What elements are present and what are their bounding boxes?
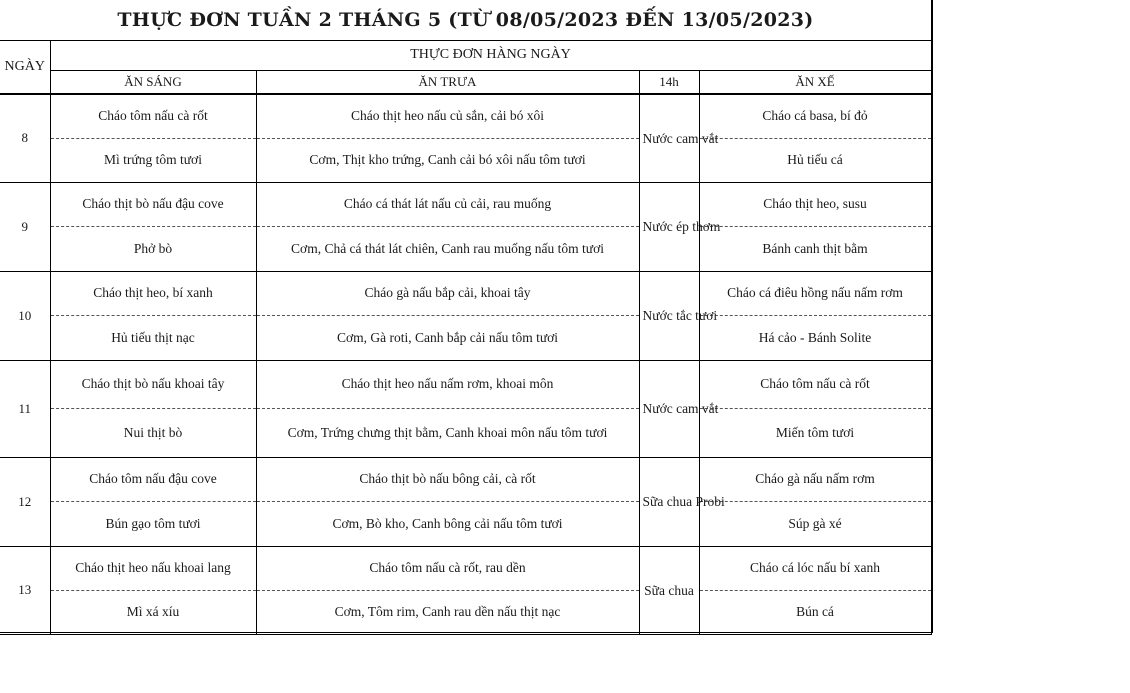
table-row <box>0 138 931 182</box>
header-day: NGÀY <box>0 40 50 94</box>
table-row <box>0 94 931 138</box>
lunch-cell: Cháo thịt bò nấu bông cải, cà rốt <box>256 457 639 501</box>
snack-cell: Nước cam vắt <box>639 94 699 182</box>
afternoon-cell: Súp gà xé <box>699 501 931 546</box>
table-row <box>0 590 931 634</box>
breakfast-cell: Mì trứng tôm tươi <box>50 138 256 182</box>
menu-body <box>0 94 931 634</box>
breakfast-cell: Cháo thịt heo, bí xanh <box>50 271 256 315</box>
lunch-cell: Cơm, Thịt kho trứng, Canh cải bó xôi nấu tôm tươi <box>256 138 639 182</box>
page-title: THỰC ĐƠN TUẦN 2 THÁNG 5 (TỪ 08/05/2023 ĐẾN 13/05/2023) <box>0 0 931 41</box>
day-cell: 13 <box>0 546 50 634</box>
lunch-cell: Cơm, Tôm rim, Canh rau dền nấu thịt nạc <box>256 590 639 634</box>
day-cell: 12 <box>0 457 50 546</box>
table-row <box>0 182 931 226</box>
afternoon-cell: Cháo cá lóc nấu bí xanh <box>699 546 931 590</box>
header-row-main <box>0 40 931 71</box>
afternoon-cell: Cháo cá basa, bí đỏ <box>699 94 931 138</box>
afternoon-cell: Bún cá <box>699 590 931 634</box>
breakfast-cell: Cháo thịt heo nấu khoai lang <box>50 546 256 590</box>
header-daily-menu: THỰC ĐƠN HÀNG NGÀY <box>50 40 931 71</box>
lunch-cell: Cháo thịt heo nấu nấm rơm, khoai môn <box>256 360 639 408</box>
snack-cell: Nước tắc tươi <box>639 271 699 360</box>
breakfast-cell: Cháo thịt bò nấu khoai tây <box>50 360 256 408</box>
table-row <box>0 226 931 271</box>
table-row <box>0 501 931 546</box>
header-afternoon: ĂN XẾ <box>699 71 931 95</box>
lunch-cell: Cháo gà nấu bắp cải, khoai tây <box>256 271 639 315</box>
afternoon-cell: Cháo thịt heo, susu <box>699 182 931 226</box>
breakfast-cell: Nui thịt bò <box>50 408 256 457</box>
table-row <box>0 271 931 315</box>
table-row <box>0 315 931 360</box>
breakfast-cell: Phở bò <box>50 226 256 271</box>
weekly-menu-table <box>0 40 932 635</box>
lunch-cell: Cơm, Trứng chưng thịt bằm, Canh khoai môn nấu tôm tươi <box>256 408 639 457</box>
header-snack: 14h <box>639 71 699 95</box>
snack-cell: Sữa chua Probi <box>639 457 699 546</box>
lunch-cell: Cháo cá thát lát nấu củ cải, rau muống <box>256 182 639 226</box>
breakfast-cell: Cháo tôm nấu đậu cove <box>50 457 256 501</box>
snack-cell: Nước ép thơm <box>639 182 699 271</box>
header-breakfast: ĂN SÁNG <box>50 71 256 95</box>
afternoon-cell: Cháo tôm nấu cà rốt <box>699 360 931 408</box>
lunch-cell: Cơm, Bò kho, Canh bông cải nấu tôm tươi <box>256 501 639 546</box>
table-row <box>0 457 931 501</box>
afternoon-cell: Miến tôm tươi <box>699 408 931 457</box>
snack-cell: Sữa chua <box>639 546 699 634</box>
snack-cell: Nước cam vắt <box>639 360 699 457</box>
table-row <box>0 408 931 457</box>
afternoon-cell: Cháo gà nấu nấm rơm <box>699 457 931 501</box>
header-lunch: ĂN TRƯA <box>256 71 639 95</box>
lunch-cell: Cháo tôm nấu cà rốt, rau dền <box>256 546 639 590</box>
breakfast-cell: Hủ tiếu thịt nạc <box>50 315 256 360</box>
lunch-cell: Cơm, Gà roti, Canh bắp cải nấu tôm tươi <box>256 315 639 360</box>
day-cell: 11 <box>0 360 50 457</box>
afternoon-cell: Cháo cá điêu hồng nấu nấm rơm <box>699 271 931 315</box>
breakfast-cell: Cháo tôm nấu cà rốt <box>50 94 256 138</box>
day-cell: 9 <box>0 182 50 271</box>
table-row <box>0 360 931 408</box>
lunch-cell: Cháo thịt heo nấu củ sắn, cải bó xôi <box>256 94 639 138</box>
table-row <box>0 546 931 590</box>
afternoon-cell: Há cảo - Bánh Solite <box>699 315 931 360</box>
day-cell: 8 <box>0 94 50 182</box>
breakfast-cell: Mì xá xíu <box>50 590 256 634</box>
afternoon-cell: Bánh canh thịt bằm <box>699 226 931 271</box>
header-row-sub <box>0 71 931 95</box>
afternoon-cell: Hủ tiếu cá <box>699 138 931 182</box>
breakfast-cell: Bún gạo tôm tươi <box>50 501 256 546</box>
lunch-cell: Cơm, Chả cá thát lát chiên, Canh rau muống nấu tôm tươi <box>256 226 639 271</box>
breakfast-cell: Cháo thịt bò nấu đậu cove <box>50 182 256 226</box>
day-cell: 10 <box>0 271 50 360</box>
